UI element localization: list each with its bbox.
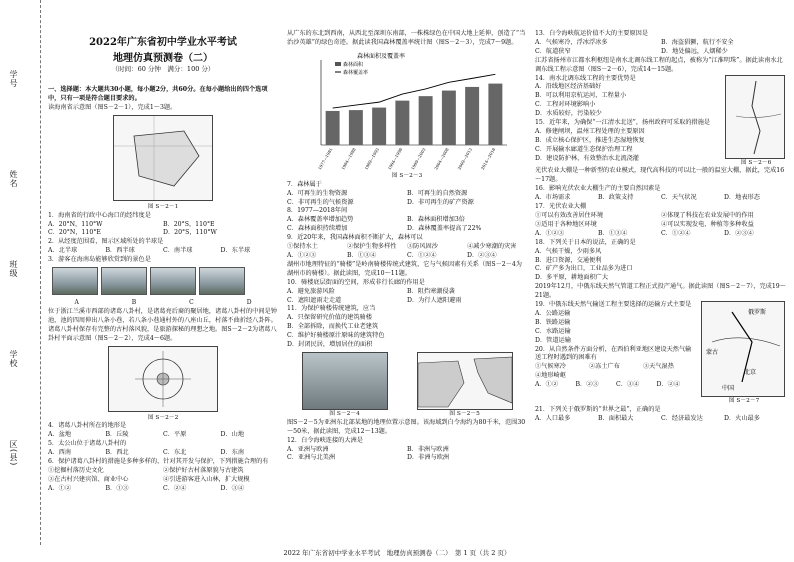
forest-area-bar [442,90,456,144]
q14-stem: 14．南水北调东线工程的主要优势是 [535,74,636,82]
q21-option-b[interactable]: B．面积最大 [598,414,634,422]
q7-9-passage: 从广东的东北到西南，从西北至深圳东南部，一株株绿色在中国大地上延伸，创造了“当治沙英雄”的绿色奇迹。据此读我国森林覆盖率统计图（图S－2－3），完成7～9题。 [287,30,526,46]
q4-option-b[interactable]: B．丘陵 [105,431,129,439]
forest-area-bar [465,87,479,145]
q14-15-passage: 江苏省扬州市江都水利枢纽是南水北调东线工程的起点，被称为“江淮明珠”。据此读南水北调东线工程示意图（图S－2－6），完成14～15题。 [535,56,783,73]
page-footer: 2022 年广东省初中学业水平考试 地理仿真预测卷（二） 第 1 页（共 2 页） [283,549,511,557]
q4-stem: 4．诸葛八卦村所在的地形是 [48,422,127,430]
q12-option-d[interactable]: D．非洲与欧洲 [407,454,450,462]
x-tick-label: 2009—2013 [456,146,473,170]
q14-15-block [535,75,787,168]
forest-area-bar [419,96,433,145]
q2-options [48,247,278,256]
exam-subtitle: 地理仿真预测卷（二） [113,53,213,64]
q19-21-text [535,301,697,406]
q4-option-a[interactable]: A．盆地 [48,431,72,439]
q19-option-c[interactable]: C．水路运输 [535,327,571,335]
q3-photo-b [101,267,147,295]
q5-stem: 5．太公山位于诸葛八卦村的 [48,440,127,448]
q8-stem: 8．1977—2018年间 [287,207,348,215]
q6-option-a[interactable]: A．①② [48,484,72,492]
q9-option-a[interactable]: A．①②③ [287,251,317,259]
q1-option-c[interactable]: C．20°N，110°E [48,229,101,237]
binding-margin [0,0,41,545]
q9-items [287,243,527,252]
arcade-photo [302,352,388,410]
q20-item-4: ④地形崎岖 [535,372,566,380]
q12-option-b[interactable]: B．非洲与欧洲 [407,445,449,453]
q14-option-d[interactable]: D．水质较好，污染较少 [535,110,602,118]
q19-stem: 19．中俄东线天然气输送工程主要选择的运输方式主要是 [535,301,692,309]
south-north-map-svg [726,76,784,158]
q19-21-block [535,301,787,406]
village-map-svg [109,347,217,411]
q12-13-passage: 图S－2－5为亚洲东北部某地的地理位置示意图。该海域到白令海约为80千米，范围30～50米，据此读图，完成12～13题。 [287,418,526,435]
q6-items-row2 [48,476,278,485]
q20-option-a[interactable]: A．①② [535,381,559,389]
q17-item-2: ②体现了科技在农业发展中的作用 [661,211,754,219]
q4-option-c[interactable]: C．平原 [163,431,187,439]
q6-options [48,485,278,494]
hainan-map-figure [113,115,213,201]
q4-6-passage: 位于浙江兰溪市西部的诸葛八卦村，是诸葛亮后裔的聚居地，诸葛八卦村的中间是钟池，池的四周伸出八条小巷，若八条小巷通村外的八座山丘，村落不曲折经八卦阵。诸葛八卦村保存有完整的古村落风貌，是旅游探秘的理想之地。图S－2－2为诸葛八卦村平面示意图（图S－2－2），完成4～6题。 [48,307,277,342]
forest-area-bar [326,111,340,145]
q11-option-d[interactable]: D．封闭民居，增加居住的面积 [287,341,373,349]
q4-option-d[interactable]: D．山地 [220,431,245,439]
q18-stem: 18．下列关于日本的说法，正确的是 [535,238,636,246]
q17-options [535,230,787,239]
map-label-beijing: 北京 [744,369,757,377]
q10-options-row1 [287,288,527,297]
village-map-figure [108,346,218,412]
q16-option-b[interactable]: B．政策支持 [598,194,634,202]
q17-items-row1 [535,212,787,221]
q17-stem: 17．光伏农业大棚 [535,203,587,211]
q1-option-b[interactable]: B．20°S，110°E [163,220,215,228]
q2-option-d[interactable]: D．东半球 [220,247,251,255]
q18-option-a[interactable]: A．气候干燥，少雨多风 [535,247,602,255]
q7-options-row1 [287,190,527,199]
q20-items [535,363,697,372]
q12-options-row2 [287,454,527,463]
q1-option-d[interactable]: D．20°S，110°W [163,229,217,237]
q7-option-b[interactable]: B．可再生的自然资源 [407,189,468,197]
fig4-fig5-row [287,352,527,419]
q19-21-passage: 2019年12月，中俄东线天然气管道工程正式投产通气。据此读图（图S－2－7），完成19～21题。 [535,283,786,300]
exam-meta: （时间：60 分钟 满分：100 分） [111,65,215,73]
q6-stem: 6．保护诸葛八卦村的措施是多种多样的，针对其开发与保护，下列措施合理的有 [48,458,269,466]
q3-photos [52,267,278,299]
q7-stem: 7．森林属于 [287,180,322,188]
q4-options [48,431,278,440]
q17-option-a[interactable]: A．①②③ [535,229,565,237]
q19-option-a[interactable]: A．公路运输 [535,309,571,317]
binding-label-name: 姓名 [9,170,18,188]
fig4-caption: 图 S－2－4 [329,410,360,417]
forest-area-bar [349,110,363,145]
q13-option-c[interactable]: C．航道狭窄 [535,47,571,55]
q15-option-c[interactable]: C．开展输水廊道生态保护治理工程 [535,145,633,153]
legend-line-label: 森林覆盖率 [343,69,369,76]
q5-option-a[interactable]: A．西南 [48,449,72,457]
q17-item-4: ④可以实现发电、种植等多种收益 [661,220,754,228]
q10-11-passage: 湖州市地理特征的“骑楼”是岭南骑楼传统式建筑，它与气候因素有关系（图S－2－4为湖州市的骑楼）。据此读图，完成10～11题。 [287,260,522,277]
q9-item-4: ④减少寒潮的灾害 [467,243,517,251]
fig3-caption: 图 S－2－3 [391,172,423,179]
q8-option-d[interactable]: D．森林覆盖率提高了22% [407,225,482,233]
q17-option-c[interactable]: C．①②④ [661,229,691,237]
q18-option-c[interactable]: C．矿产多为出口，工业品多为进口 [535,265,633,273]
legend-bar-label: 森林面积 [343,61,364,68]
q20-stem: 20．从自然条件方面分析，在西伯利亚地区建设天然气输送工程时遇到的困难有 [535,345,692,362]
map-label-china: 中国 [722,385,735,393]
bering-map [417,352,513,410]
q16-option-c[interactable]: C．天气状况 [661,194,697,202]
q8-option-c[interactable]: C．森林面积持续增加 [287,225,348,233]
q14-15-text [535,75,721,168]
q5-option-b[interactable]: B．西北 [105,449,129,457]
q6-item-2: ②保护好古村落原貌与古建筑 [163,466,244,474]
q11-stem: 11．为保护骑楼传统建筑，应当 [287,305,376,313]
q20-option-c[interactable]: C．③④ [616,381,640,389]
q15-option-d[interactable]: D．建设防护林，有效整治水北流浇灌 [535,154,639,162]
fig6-wrap [725,75,787,168]
q19-option-b[interactable]: B．铁路运输 [535,318,571,326]
x-tick-label: 1984—1988 [340,146,357,170]
column-2 [287,30,527,463]
q18-option-b[interactable]: B．进口资源，交通便利 [535,256,602,264]
q11-option-c[interactable]: C．维护好骑楼原汁原味的建筑特色 [287,332,385,340]
q16-17-passage: 光伏农业大棚是一种新型的农业模式，现代高科技的可以比一般的温室大棚，据此，完成16～17题。 [535,167,785,184]
fig7-caption: 图 S－2－7 [728,398,760,405]
q3-photo-a [52,267,98,295]
q8-options-row1 [287,216,527,225]
q20-options [535,381,697,390]
q6-option-c[interactable]: C．②④ [163,484,187,492]
q5-option-d[interactable]: D．东南 [220,449,245,457]
q9-option-c[interactable]: C．①②④ [407,251,437,259]
q3-letter-c[interactable]: C [189,298,194,306]
q9-options [287,252,527,261]
binding-label-school: 学校 [9,350,18,368]
forest-chart-svg [297,50,517,170]
q11-option-b[interactable]: B．全部拆除，而换代工业老建筑 [287,323,379,331]
q2-stem: 2．从经度范围看，图示区域所处的半球是 [48,238,164,246]
q1-3-intro: 读海南省示意图（图S－2－1），完成1～3题。 [48,103,177,111]
forest-chart [297,50,517,170]
x-tick-label: 2004—2008 [433,146,450,170]
x-tick-label: 1994—1998 [386,146,404,170]
q13-stem: 13．白令海峡航运价值不大的主要原因是 [535,30,649,37]
q10-option-b[interactable]: B．阻挡寒潮侵袭 [407,287,455,295]
q17-option-d[interactable]: D．②③④ [724,229,754,237]
q1-option-a[interactable]: A．20°N，110°W [48,220,103,228]
q10-option-d[interactable]: D．为行人遮阳避雨 [407,296,462,304]
q8-option-b[interactable]: B．森林面积增加3倍 [407,216,465,224]
q13-options-row1 [535,39,787,48]
map-label-mongolia: 蒙古 [706,349,719,357]
fig5-wrap [417,352,513,419]
q20-item-3: ③天气湿热 [643,363,674,371]
q10-option-c[interactable]: C．遮阳遮雨走走道 [287,296,342,304]
q3-stem: 3．游客在海南岛能够欣赏到的景色是 [48,256,151,264]
q3-photo-d [199,267,245,295]
q9-option-d[interactable]: D．②③④ [467,251,497,259]
forest-area-bar [372,107,386,144]
q2-option-a[interactable]: A．北半球 [48,247,78,255]
q16-options [535,194,787,203]
q3-letters [48,299,278,308]
column-3 [535,30,787,424]
hainan-map-svg [114,116,212,200]
fig5-caption: 图 S－2－5 [449,410,480,417]
q6-option-d[interactable]: D．③④ [220,484,245,492]
q17-item-3: ③适用于各种地区环境 [535,220,597,228]
q9-item-3: ③防风固沙 [407,243,438,251]
bering-map-svg [418,353,512,409]
q17-option-b[interactable]: B．①③④ [598,229,628,237]
q15-stem: 15．近年来，为确保“一江清水北送”，扬州政府可采取的措施是 [535,119,711,127]
chart-title: 森林面积及覆盖率 [357,52,406,60]
q21-options [535,415,787,424]
forest-area-bar [395,100,409,144]
q15-option-a[interactable]: A．修建闸坝，温州工程处理的主要原因 [535,127,645,135]
q12-stem: 12．白令海峡连接的大洲是 [287,436,363,444]
q12-option-a[interactable]: A．亚洲与欧洲 [287,445,329,453]
q14-option-c[interactable]: C．工程对环境影响小 [535,101,596,109]
q20-option-d[interactable]: D．②④ [656,381,681,389]
fig4-wrap [302,352,388,419]
q18-option-d[interactable]: D．多平原，耕地面积广大 [535,274,609,282]
q10-stem: 10．骑楼底层街面的空间，形成非行长廊的作用是 [287,278,425,286]
legend-bar-swatch [335,62,341,66]
russia-china-map [701,301,785,397]
q2-option-b[interactable]: B．西半球 [105,247,135,255]
q16-stem: 16．影响光伏农业大棚生产的主要自然因素是 [535,185,661,193]
q6-item-4: ④引进游客进入山林，扩大规模 [163,475,250,483]
q8-option-a[interactable]: A．森林覆盖率增加趋势 [287,216,354,224]
q3-letter-d[interactable]: D [246,298,252,306]
q5-option-c[interactable]: C．东北 [163,449,187,457]
x-tick-label: 1999—2003 [409,146,427,170]
fig2-caption: 图 S－2－2 [147,414,179,421]
q6-item-3: ③在古村兴建宾馆、商业中心 [48,475,129,483]
q17-items-row2 [535,221,787,230]
q16-option-a[interactable]: A．市场需求 [535,194,571,202]
q20-option-b[interactable]: B．②③ [575,381,599,389]
q1-stem: 1．海南省的行政中心海口的经纬度是 [48,211,151,219]
q2-option-c[interactable]: C．南半球 [163,247,193,255]
map-label-russia: 俄罗斯 [748,309,767,317]
q16-option-d[interactable]: D．地表形态 [724,194,760,202]
q7-option-d[interactable]: D．非可再生的矿产资源 [407,198,474,206]
q7-option-a[interactable]: A．可再生的生物资源 [287,189,348,197]
q14-option-a[interactable]: A．沿线地区经济基础好 [535,83,602,91]
q8-options-row2 [287,225,527,234]
q3-photo-c [150,267,196,295]
x-tick-label: 1977—1981 [316,146,334,170]
q6-items-row1 [48,467,278,476]
q20-item-2: ②冻土广布 [589,363,620,371]
q13-option-d[interactable]: D．地处偏远，人烟稀少 [661,47,728,55]
section-instructions: 一、选择题：本大题共30小题，每小题2分，共60分。在每小题给出的四个选项中，只有一项是符合题目要求的。 [48,86,268,102]
q5-options [48,449,278,458]
q6-option-b[interactable]: B．①③ [105,484,129,492]
q7-option-c[interactable]: C．非可再生的气候资源 [287,198,354,206]
x-tick-label: 1989—1993 [363,146,380,170]
q21-stem: 21．下列关于俄罗斯的“世界之最”，正确的是 [535,405,661,413]
q1-options-row2 [48,229,278,238]
column-1 [48,86,278,494]
q6-item-1: ①挖掘村落历史文化 [48,466,104,474]
q13-option-a[interactable]: A．气候寒冷，浮冰浮冰多 [535,38,608,46]
q11-option-a[interactable]: A．只保留研究价值的建筑骑楼 [287,314,372,322]
south-north-map [725,75,785,159]
q13-options-row2 [535,48,787,57]
fig1-caption: 图 S－2－1 [147,203,179,210]
q9-stem: 9．近20年来，我国森林面积不断扩大，森林可以 [287,234,423,242]
forest-area-bar [488,83,502,144]
q9-item-1: ①保持水土 [287,243,318,251]
q21-option-c[interactable]: C．经济最发达 [661,414,703,422]
q21-option-d[interactable]: D．火山最多 [724,414,760,422]
exam-title: 2022年广东省初中学业水平考试 [89,37,237,48]
q17-item-1: ①可以有效改善居住环境 [535,211,604,219]
q19-option-d[interactable]: D．管道运输 [535,336,571,344]
q10-option-a[interactable]: A．避免旅游风险 [287,287,335,295]
binding-label-class: 班级 [9,260,18,278]
q12-option-c[interactable]: C．亚洲与北美洲 [287,454,336,462]
q9-item-2: ②保护生物多样性 [347,243,397,251]
q15-option-b[interactable]: B．成立核心保护区，推进生态湿地恢复 [535,136,645,144]
fig7-wrap [701,301,787,406]
russia-china-map-svg [702,302,784,396]
q1-options-row1 [48,221,278,230]
q14-option-b[interactable]: B．可以利用京杭运河，工程量小 [535,92,627,100]
x-tick-label: 2014—2018 [479,146,497,170]
q21-option-a[interactable]: A．人口最多 [535,414,571,422]
binding-label-id: 学号 [9,70,18,88]
q3-letter-a[interactable]: A [74,298,79,306]
q3-letter-b[interactable]: B [131,298,137,306]
fig6-caption: 图 S－2－6 [740,159,772,166]
binding-label-district: 区(县) [9,440,18,467]
q20-item-1: ①气候寒冷 [535,363,566,371]
q9-option-b[interactable]: B．①③④ [347,251,377,259]
q13-option-b[interactable]: B．海盗猖獗，航行不安全 [661,38,734,46]
